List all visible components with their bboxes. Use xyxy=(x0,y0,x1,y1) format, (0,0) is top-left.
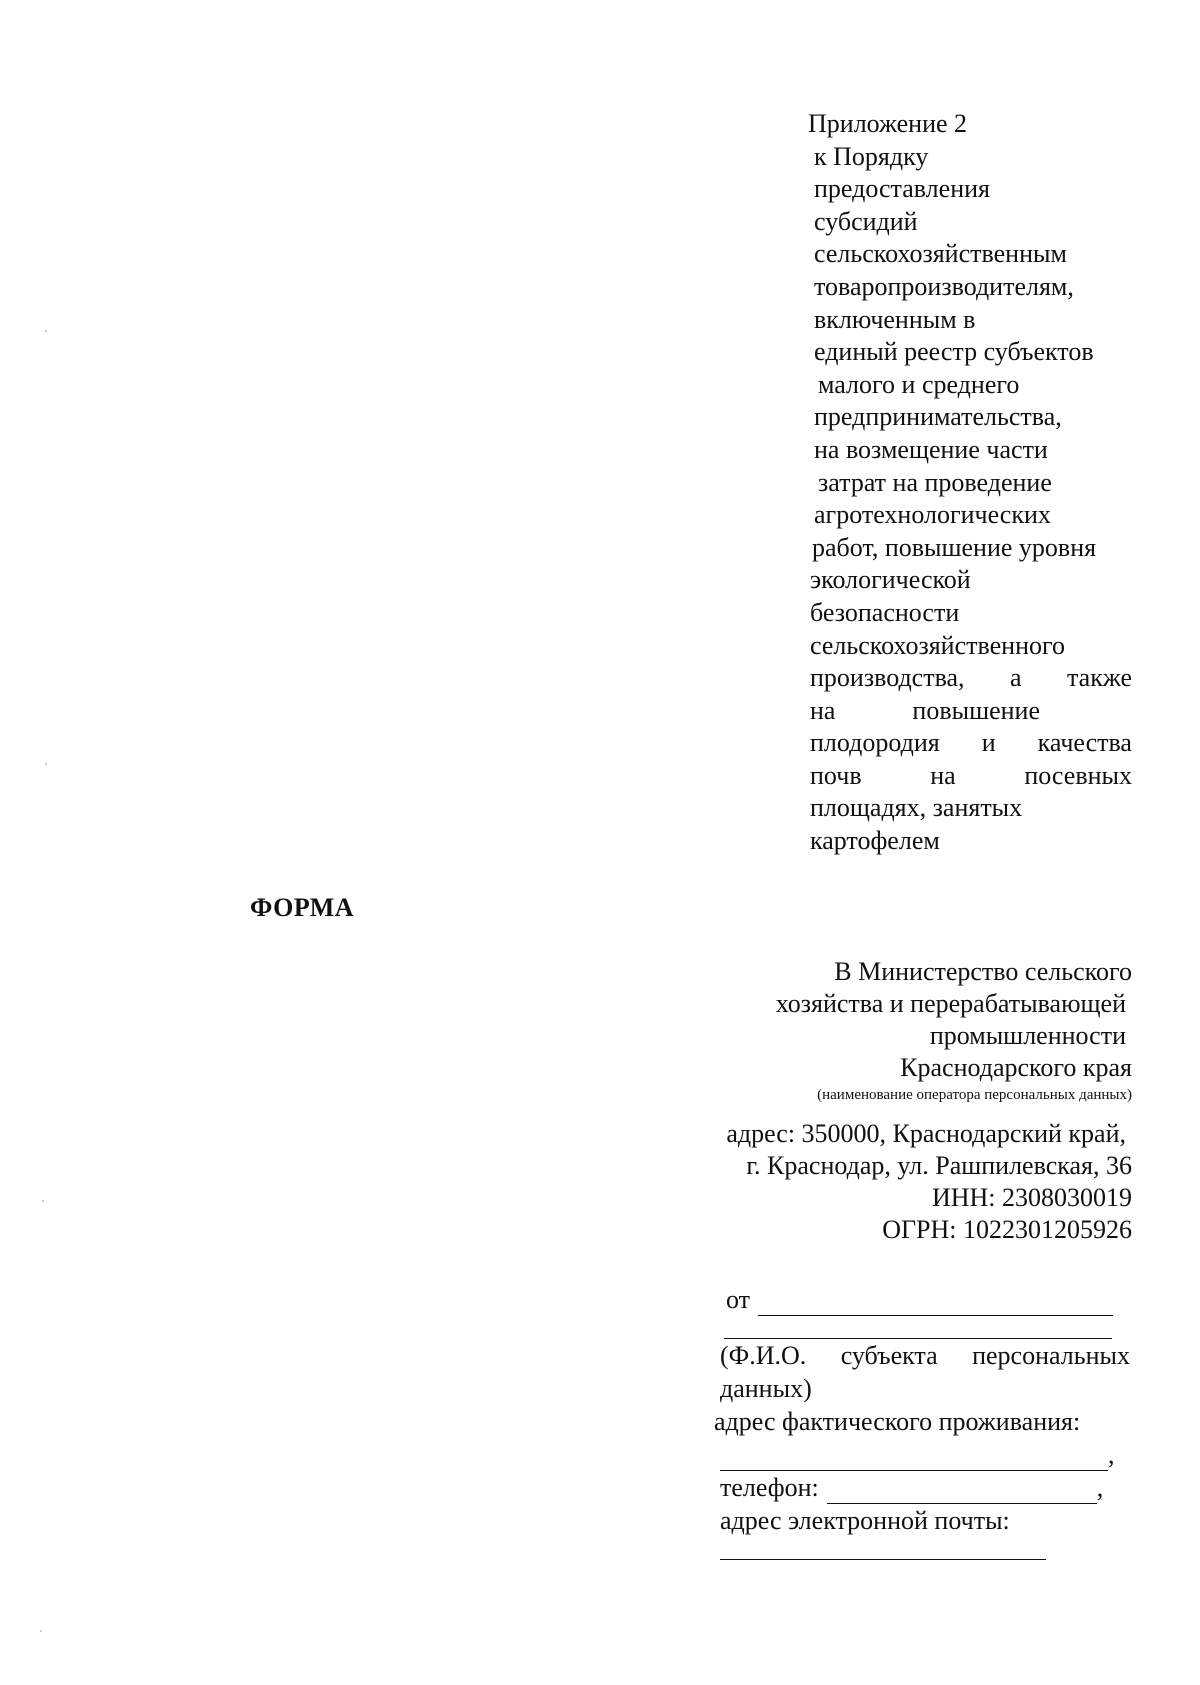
addressee-block xyxy=(776,956,1132,1106)
appendix-word: плодородия xyxy=(810,728,940,758)
appendix-justified-line xyxy=(810,695,1040,728)
residence-row xyxy=(720,1438,1134,1471)
address-line: адрес: 350000, Краснодарский край, xyxy=(726,1119,1126,1148)
from-name-field-line2[interactable] xyxy=(724,1316,1112,1339)
residence-address-label: адрес фактического проживания: xyxy=(714,1407,1081,1436)
addressee-line: промышленности xyxy=(929,1021,1126,1050)
email-label-row xyxy=(720,1504,1134,1537)
appendix-line: малого и среднего xyxy=(818,369,1020,399)
appendix-justified-line xyxy=(810,760,1132,793)
appendix-justified-line xyxy=(810,662,1132,695)
appendix-line: агротехнологических xyxy=(814,500,1051,530)
fio-caption-word: данных) xyxy=(720,1374,812,1403)
appendix-word: почв xyxy=(810,760,862,790)
phone-field[interactable] xyxy=(827,1481,1097,1504)
phone-row xyxy=(720,1471,1134,1504)
scan-speck xyxy=(45,330,47,332)
scan-speck xyxy=(42,1200,44,1202)
appendix-line: предоставления xyxy=(814,174,990,204)
appendix-word: повышение xyxy=(912,695,1040,725)
appendix-line: сельскохозяйственным xyxy=(814,239,1067,269)
appendix-line: экологической xyxy=(810,565,971,595)
appendix-line: к Порядку xyxy=(814,141,929,171)
appendix-line: товаропроизводителям, xyxy=(814,271,1074,301)
fio-caption-word: субъекта xyxy=(840,1341,938,1370)
fio-caption-line xyxy=(720,1339,1130,1372)
appendix-line: затрат на проведение xyxy=(818,467,1052,497)
appendix-line: картофелем xyxy=(810,826,940,856)
addressee-line: хозяйства и перерабатывающей xyxy=(775,989,1126,1018)
scan-speck xyxy=(40,1630,42,1632)
appendix-line: единый реестр субъектов xyxy=(814,337,1094,367)
comma: , xyxy=(1108,1440,1115,1469)
appendix-word: а xyxy=(1010,663,1022,693)
scan-speck xyxy=(45,763,47,765)
from-row-2 xyxy=(720,1316,1134,1339)
appendix-line: сельскохозяйственного xyxy=(810,630,1065,660)
appendix-word: также xyxy=(1066,663,1132,693)
email-row xyxy=(720,1537,1134,1560)
fio-caption-tail xyxy=(720,1372,1134,1405)
residence-label xyxy=(714,1405,1134,1438)
operator-address-block xyxy=(726,1118,1132,1246)
sender-block xyxy=(714,1283,1134,1560)
appendix-line: на возмещение части xyxy=(814,434,1048,464)
from-label: от xyxy=(726,1285,751,1314)
appendix-word: качества xyxy=(1037,728,1132,758)
appendix-header xyxy=(808,108,1138,858)
comma: , xyxy=(1096,1473,1104,1502)
from-row xyxy=(726,1283,1134,1316)
from-name-field[interactable] xyxy=(758,1293,1113,1316)
form-label: ФОРМА xyxy=(250,893,355,922)
email-field[interactable] xyxy=(720,1537,1046,1560)
appendix-line: включенным в xyxy=(814,304,976,334)
appendix-word: на xyxy=(930,760,956,790)
appendix-word: на xyxy=(810,695,836,725)
addressee-line: Краснодарского края xyxy=(900,1053,1132,1082)
appendix-word: производства, xyxy=(810,663,965,693)
email-label: адрес электронной почты: xyxy=(720,1506,1010,1535)
phone-label: телефон: xyxy=(720,1473,819,1502)
inn-line: ИНН: 2308030019 xyxy=(931,1183,1132,1212)
fio-caption-word: персональных xyxy=(972,1341,1130,1370)
appendix-line: работ, повышение уровня xyxy=(812,532,1097,562)
ogrn-line: ОГРН: 1022301205926 xyxy=(882,1215,1132,1244)
appendix-justified-line xyxy=(810,727,1132,760)
residence-address-field[interactable] xyxy=(720,1448,1108,1471)
appendix-line: площадях, занятых xyxy=(810,793,1023,823)
appendix-word: посевных xyxy=(1024,760,1132,790)
addressee-line: В Министерство сельского xyxy=(834,957,1132,986)
fio-caption-word: (Ф.И.О. xyxy=(720,1341,807,1370)
address-line: г. Краснодар, ул. Рашпилевская, 36 xyxy=(746,1151,1132,1180)
appendix-word: и xyxy=(981,728,996,758)
appendix-line: безопасности xyxy=(810,597,960,627)
appendix-line: Приложение 2 xyxy=(808,109,968,138)
appendix-line: субсидий xyxy=(814,206,918,236)
operator-name-caption: (наименование оператора персональных данных) xyxy=(817,1087,1132,1103)
appendix-line: предпринимательства, xyxy=(814,402,1062,432)
